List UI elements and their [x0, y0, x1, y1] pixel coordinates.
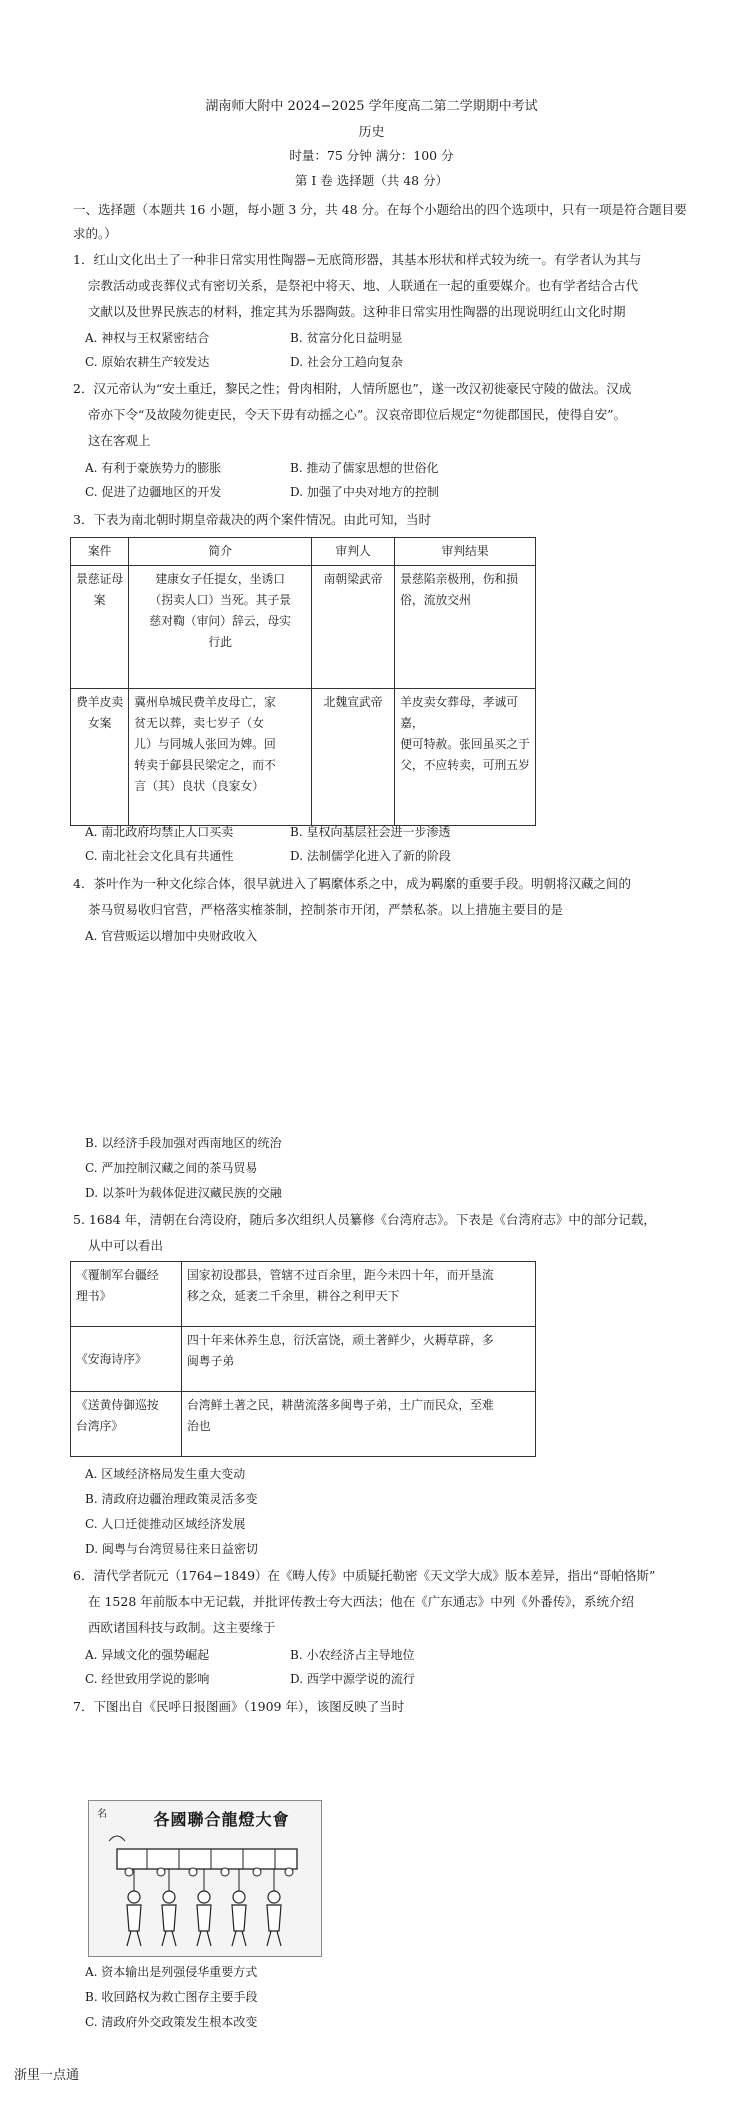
q3-row1-intro-line1: 建康女子任提女，坐诱口 [155, 572, 286, 586]
q3-row2-intro-line5: 言（其）良状（良家女） [134, 779, 265, 793]
q3-stem: 3．下表为南北朝时期皇帝裁决的两个案件情况。由此可知，当时 [73, 512, 431, 527]
q3-row1-intro-line2: （拐卖人口）当死。其子景 [149, 593, 291, 607]
exam-title: 湖南师大附中 2024−2025 学年度高二第二学期期中考试 [205, 99, 538, 114]
q7-option-b: B. 收回路权为救亡图存主要手段 [85, 1990, 258, 2004]
q3-header-result: 审判结果 [395, 538, 536, 566]
q5-option-a: A. 区域经济格局发生重大变动 [85, 1467, 246, 1481]
q1-option-d: D. 社会分工趋向复杂 [290, 355, 403, 369]
q4-option-d: D. 以茶叶为载体促进汉藏民族的交融 [85, 1186, 282, 1200]
q3-row2-intro-line2: 贫无以葬，卖七岁子（女 [134, 716, 265, 730]
q5-row1-text-line2: 移之众，延袤二千余里，耕谷之利甲天下 [187, 1289, 400, 1303]
cartoon-drawing-icon [89, 1801, 321, 1956]
q1-stem-line1: 1．红山文化出土了一种非日常实用性陶器−无底筒形器，其基本形状和样式较为统一。有学者认为其与 [73, 252, 642, 267]
q5-option-b: B. 清政府边疆治理政策灵活多变 [85, 1492, 258, 1506]
q5-table [70, 1261, 536, 1457]
q6-stem-line2: 在 1528 年前版本中无记载，并批评传教士夸大西法；他在《广东通志》中列《外番传》，系统介绍 [88, 1594, 635, 1609]
q6-stem-line3: 西欧诸国科技与政制。这主要缘于 [88, 1620, 276, 1635]
q5-stem-line2: 从中可以看出 [88, 1238, 164, 1253]
cartoon-caption: 各國聯合龍燈大會 [153, 1810, 290, 1829]
q3-row1-case-line2: 案 [93, 593, 106, 607]
q6-stem-line1: 6．清代学者阮元（1764−1849）在《畴人传》中质疑托勒密《天文学大成》版本差异，指出“哥帕恪斯” [73, 1568, 656, 1583]
q1-option-c: C. 原始农耕生产较发达 [85, 355, 210, 369]
instructions: 一、选择题（本题共 16 小题，每小题 3 分，共 48 分。在每个小题给出的四个选项中，只有一项是符合题目要求的。） [73, 202, 687, 241]
q5-row2-text-line2: 闽粤子弟 [187, 1354, 235, 1368]
q5-option-d: D. 闽粤与台湾贸易往来日益密切 [85, 1542, 258, 1556]
table-row [71, 1392, 536, 1457]
q2-stem-line3: 这在客观上 [88, 433, 151, 448]
q1-option-b: B. 贫富分化日益明显 [290, 331, 403, 345]
q5-row3-text-line1: 台湾鲜土著之民，耕凿流落多闽粤子弟，土广而民众，至难 [187, 1398, 494, 1412]
cartoon-side-note: 名 [97, 1809, 107, 1820]
q3-header-intro: 简介 [129, 538, 312, 566]
q2-option-b: B. 推动了儒家思想的世俗化 [290, 461, 439, 475]
q5-row1-text-line1: 国家初设郡县，管辖不过百余里，距今未四十年，而开垦流 [187, 1268, 494, 1282]
q3-option-a: A. 南北政府均禁止人口买卖 [85, 825, 234, 839]
q5-row3-text-line2: 治也 [187, 1419, 211, 1433]
q3-row2-judge: 北魏宣武帝 [312, 689, 395, 826]
q6-option-a: A. 异域文化的强势崛起 [85, 1648, 210, 1662]
q3-row2-intro-line3: 儿）与同城人张回为婢。回 [134, 737, 276, 751]
section-heading: 第 I 卷 选择题（共 48 分） [294, 173, 449, 188]
exam-time-info: 时量：75 分钟 满分：100 分 [289, 148, 454, 163]
q1-stem-line3: 文献以及世界民族志的材料，推定其为乐器陶鼓。这种非日常实用性陶器的出现说明红山文化时期 [88, 304, 626, 319]
q7-option-c: C. 清政府外交政策发生根本改变 [85, 2015, 258, 2029]
q5-row3-source-line1: 《送黄侍御巡按 [76, 1398, 159, 1412]
q2-option-a: A. 有利于豪族势力的膨胀 [85, 461, 222, 475]
table-row [71, 689, 536, 826]
q4-option-b: B. 以经济手段加强对西南地区的统治 [85, 1136, 282, 1150]
cartoon-illustration [88, 1800, 322, 1957]
table-row [71, 1262, 536, 1327]
q5-row2-source: 《安海诗序》 [71, 1327, 182, 1392]
q7-stem: 7．下图出自《民呼日报图画》（1909 年），该图反映了当时 [73, 1699, 405, 1714]
q2-option-d: D. 加强了中央对地方的控制 [290, 485, 439, 499]
q1-option-a: A. 神权与王权紧密结合 [85, 331, 210, 345]
q3-header-case: 案件 [71, 538, 129, 566]
q3-header-judge: 审判人 [312, 538, 395, 566]
q5-option-c: C. 人口迁徙推动区域经济发展 [85, 1517, 246, 1531]
q4-stem-line2: 茶马贸易收归官营，严格落实榷茶制，控制茶市开闭，严禁私茶。以上措施主要目的是 [88, 902, 564, 917]
q2-option-c: C. 促进了边疆地区的开发 [85, 485, 222, 499]
q5-row1-source-line2: 理书》 [76, 1289, 112, 1303]
footer-watermark: 浙里一点通 [14, 2068, 80, 2083]
q3-row2-intro-line4: 转卖于鄃县民梁定之，而不 [134, 758, 276, 772]
q1-stem-line2: 宗教活动或丧葬仪式有密切关系，是祭祀中将天、地、人联通在一起的重要媒介。也有学者结合古代 [88, 278, 639, 293]
q4-option-c: C. 严加控制汉藏之间的茶马贸易 [85, 1161, 258, 1175]
exam-subject: 历史 [358, 125, 385, 140]
q6-option-d: D. 西学中源学说的流行 [290, 1672, 415, 1686]
q5-stem-line1: 5. 1684 年，清朝在台湾设府，随后多次组织人员纂修《台湾府志》。下表是《台湾府志》中的部分记载， [73, 1212, 656, 1227]
q3-row1-intro-line4: 行此 [208, 635, 232, 649]
q3-row2-case-line2: 女案 [87, 716, 112, 730]
q6-option-b: B. 小农经济占主导地位 [290, 1648, 415, 1662]
q2-stem-line2: 帝亦下令“及故陵勿徙吏民，令天下毋有动摇之心”。汉哀帝即位后规定“勿徙郡国民，使得自安”。 [88, 407, 627, 422]
q7-option-a: A. 资本输出是列强侵华重要方式 [85, 1965, 258, 1979]
q3-row1-result-line2: 俗，流放交州 [400, 593, 471, 607]
q3-row2-result-line2: 便可特赦。张回虽买之于 [400, 737, 530, 751]
q3-row1-case-line1: 景慈证母 [76, 572, 124, 586]
q3-table [70, 537, 536, 826]
table-row [71, 566, 536, 689]
q3-option-b: B. 皇权向基层社会进一步渗透 [290, 825, 451, 839]
q3-row2-result-line3: 父，不应转卖，可刑五岁 [400, 758, 530, 772]
q5-row2-text-line1: 四十年来休养生息，衍沃富饶，顽土著鲜少，火耨草辟，多 [187, 1333, 494, 1347]
q3-row2-result-line1: 羊皮卖女葬母，孝诚可嘉， [400, 695, 519, 730]
q4-stem-line1: 4．茶叶作为一种文化综合体，很早就进入了羁縻体系之中，成为羁縻的重要手段。明朝将汉藏之间的 [73, 876, 631, 891]
q5-row1-source-line1: 《覆制军台疆经 [76, 1268, 159, 1282]
q3-row1-result-line1: 景慈陷亲极刑，伤和损 [400, 572, 519, 586]
q3-option-c: C. 南北社会文化具有共通性 [85, 849, 234, 863]
table-row [71, 1327, 536, 1392]
q5-row3-source-line2: 台湾序》 [76, 1419, 124, 1433]
q6-option-c: C. 经世致用学说的影响 [85, 1672, 210, 1686]
q3-row1-intro-line3: 慈对鞫（审问）辞云，母实 [149, 614, 291, 628]
q4-option-a: A. 官营贩运以增加中央财政收入 [85, 929, 258, 943]
q3-row2-intro-line1: 冀州阜城民费羊皮母亡，家 [134, 695, 276, 709]
q2-stem-line1: 2．汉元帝认为“安土重迁，黎民之性；骨肉相附，人情所愿也”，遂一改汉初徙豪民守陵的做法。汉成 [73, 381, 632, 396]
q3-row2-case-line1: 费羊皮卖 [76, 695, 124, 709]
q3-option-d: D. 法制儒学化进入了新的阶段 [290, 849, 451, 863]
q3-row1-judge: 南朝梁武帝 [312, 566, 395, 689]
